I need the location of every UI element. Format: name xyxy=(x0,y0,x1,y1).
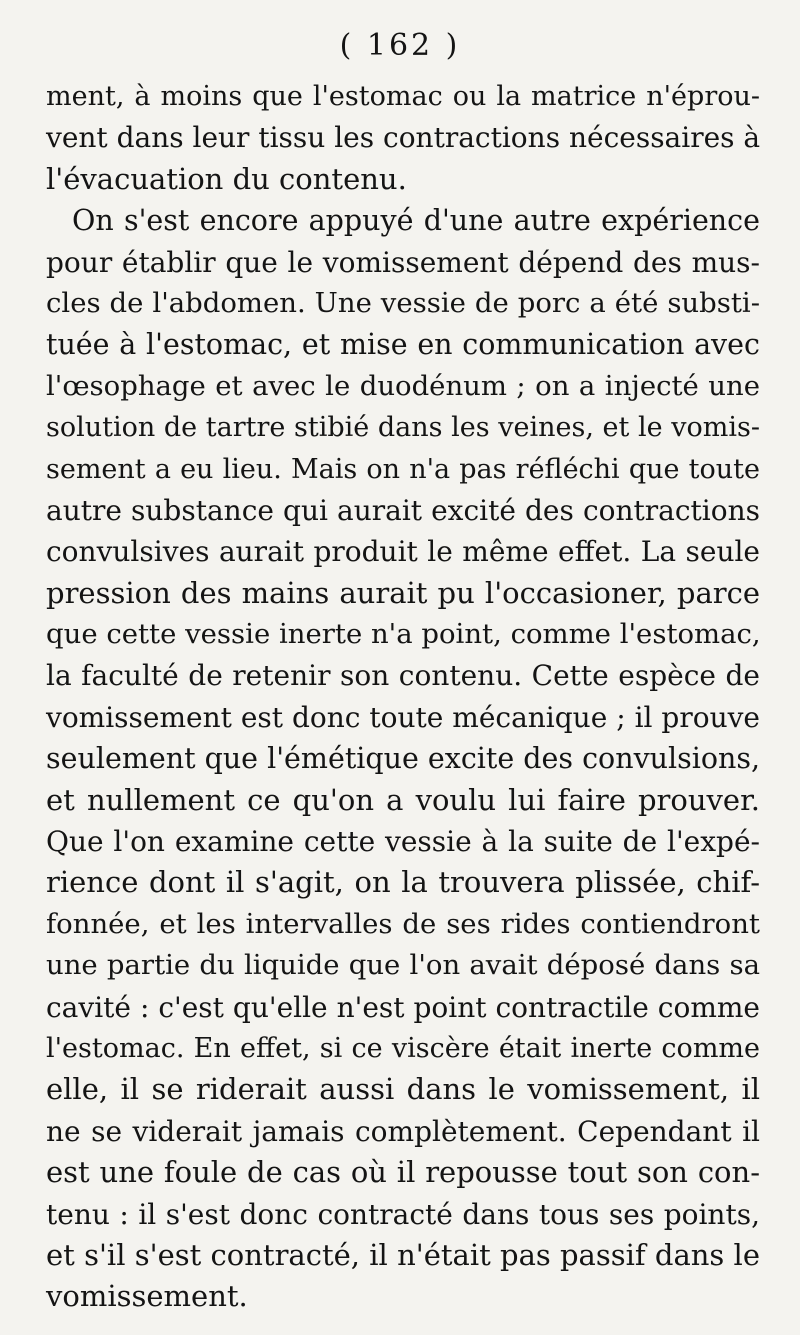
text-line: pression des mains aurait pu l'occasioner, parce xyxy=(46,575,760,610)
text-line: sement a eu lieu. Mais on n'a pas réfléchi que toute xyxy=(46,453,760,485)
text-line: tuée à l'estomac, et mise en communication avec xyxy=(46,328,760,362)
text-line: ment, à moins que l'estomac ou la matrice n'éprou- xyxy=(46,81,760,112)
text-line: vomissement est donc toute mécanique ; il prouve xyxy=(46,700,760,734)
text-line: cles de l'abdomen. Une vessie de porc a été substi- xyxy=(46,286,760,319)
text-line: Que l'on examine cette vessie à la suite de l'expé- xyxy=(46,825,760,859)
text-line: autre substance qui aurait excité des contractions xyxy=(46,493,760,527)
text-line: ne se viderait jamais complètement. Cependant il xyxy=(46,1114,760,1148)
text-line: vomissement. xyxy=(46,1279,248,1314)
text-line: On s'est encore appuyé d'une autre expérience xyxy=(72,204,760,238)
text-line: cavité : c'est qu'elle n'est point contractile comme xyxy=(46,990,760,1024)
text-line: pour établir que le vomissement dépend des mus- xyxy=(46,245,760,279)
text-line: tenu : il s'est donc contracté dans tous ses points, xyxy=(46,1197,760,1231)
text-line: est une foule de cas où il repousse tout son con- xyxy=(46,1155,760,1190)
text-line: vent dans leur tissu les contractions nécessaires à xyxy=(46,121,761,155)
text-line: l'œsophage et avec le duodénum ; on a injecté une xyxy=(46,369,760,402)
text-line: seulement que l'émétique excite des convulsions, xyxy=(46,742,761,776)
text-line: et nullement ce qu'on a voulu lui faire prouver. xyxy=(46,782,760,817)
text-line: l'estomac. En effet, si ce viscère était inerte comme xyxy=(46,1032,760,1064)
text-line: et s'il s'est contracté, il n'était pas passif dans le xyxy=(46,1237,760,1272)
text-line: une partie du liquide que l'on avait déposé dans sa xyxy=(46,949,760,982)
text-line: rience dont il s'agit, on la trouvera plissée, chif- xyxy=(46,865,760,900)
text-line: que cette vessie inerte n'a point, comme l'estomac, xyxy=(46,618,761,651)
page-number: ( 162 ) xyxy=(339,28,461,63)
text-line: fonnée, et les intervalles de ses rides contiendront xyxy=(46,907,760,940)
text-line: la faculté de retenir son contenu. Cette espèce de xyxy=(46,659,760,693)
text-line: l'évacuation du contenu. xyxy=(46,161,407,196)
text-line: elle, il se riderait aussi dans le vomissement, il xyxy=(46,1072,760,1107)
text-line: convulsives aurait produit le même effet. La seule xyxy=(46,535,760,569)
body-text xyxy=(46,76,760,1318)
text-line: solution de tartre stibié dans les veines, et le vomis- xyxy=(46,412,760,444)
